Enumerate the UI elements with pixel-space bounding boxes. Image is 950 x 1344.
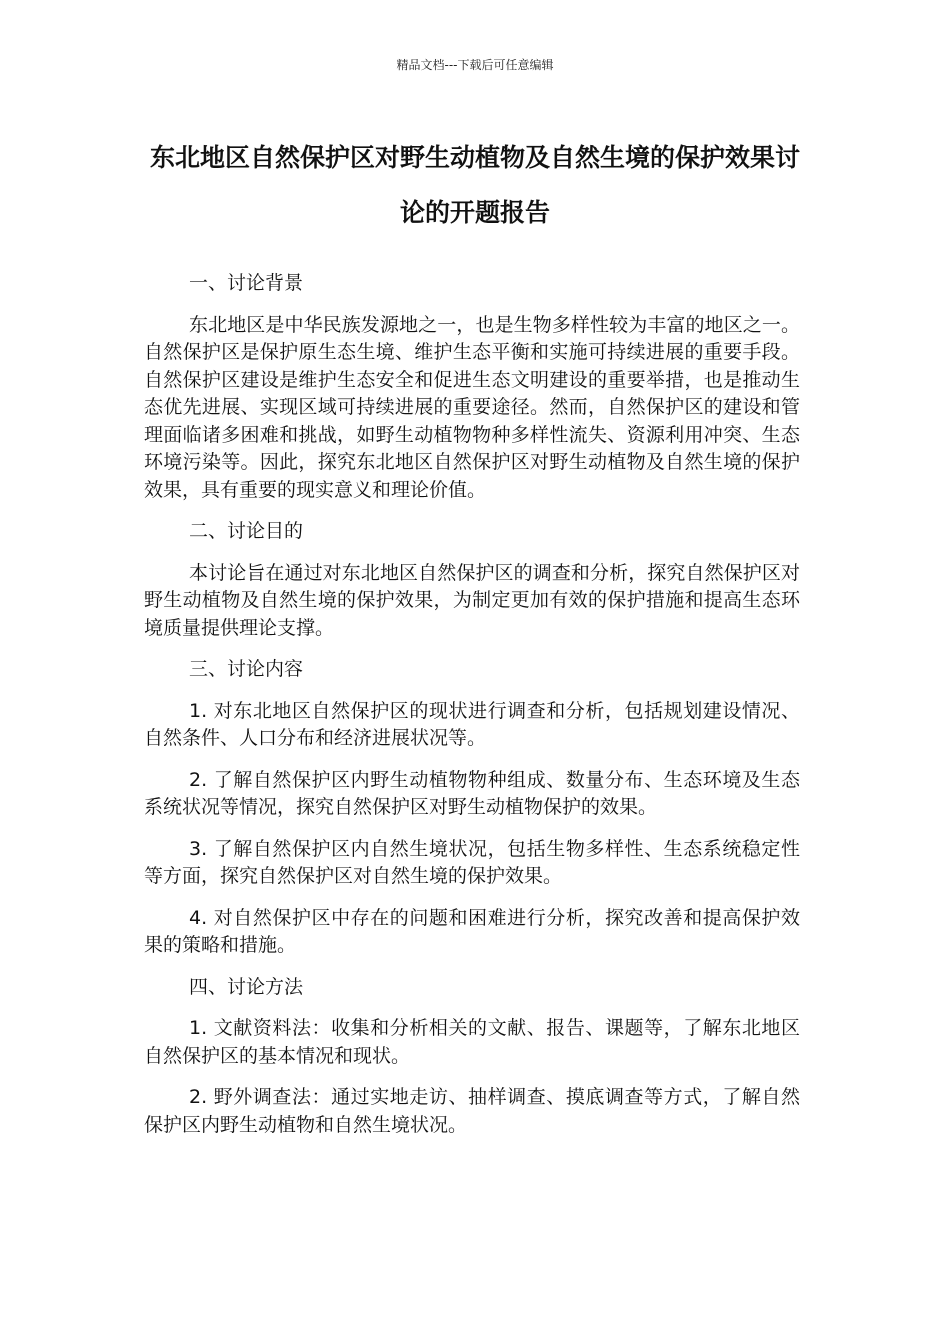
document-title: 东北地区自然保护区对野生动植物及自然生境的保护效果讨论的开题报告 xyxy=(149,143,800,227)
document-body xyxy=(144,270,800,1153)
list-item: 3. 了解自然保护区内自然生境状况，包括生物多样性、生态系统稳定性等方面，探究自然保护区对自然生境的保护效果。 xyxy=(144,837,800,887)
section-heading-background: 一、讨论背景 xyxy=(189,272,304,294)
list-item: 2. 野外调查法：通过实地走访、抽样调查、摸底调查等方式，了解自然保护区内野生动植物和自然生境状况。 xyxy=(144,1086,800,1136)
list-item: 1. 文献资料法：收集和分析相关的文献、报告、课题等，了解东北地区自然保护区的基本情况和现状。 xyxy=(144,1017,800,1067)
list-item: 1. 对东北地区自然保护区的现状进行调查和分析，包括规划建设情况、自然条件、人口分布和经济进展状况等。 xyxy=(144,699,800,749)
paragraph-background: 东北地区是中华民族发源地之一，也是生物多样性较为丰富的地区之一。自然保护区是保护原生态生境、维护生态平衡和实施可持续进展的重要手段。自然保护区建设是维护生态安全和促进生态文明建设的重要举措，也是推动生态优先进展、实现区域可持续进展的重要途径。然而，自然保护区的建设和管理面临诸多困难和挑战，如野生动植物物种多样性流失、资源利用冲突、生态环境污染等。因此，探究东北地区自然保护区对野生动植物及自然生境的保护效果，具有重要的现实意义和理论价值。 xyxy=(144,313,800,501)
paragraph-purpose: 本讨论旨在通过对东北地区自然保护区的调查和分析，探究自然保护区对野生动植物及自然生境的保护效果，为制定更加有效的保护措施和提高生态环境质量提供理论支撑。 xyxy=(144,561,800,639)
section-heading-purpose: 二、讨论目的 xyxy=(189,520,304,542)
header-note: 精品文档---下载后可任意编辑 xyxy=(396,58,554,72)
list-item: 2. 了解自然保护区内野生动植物物种组成、数量分布、生态环境及生态系统状况等情况，探究自然保护区对野生动植物保护的效果。 xyxy=(144,768,800,818)
list-item: 4. 对自然保护区中存在的问题和困难进行分析，探究改善和提高保护效果的策略和措施。 xyxy=(144,906,800,956)
section-heading-methods: 四、讨论方法 xyxy=(189,975,304,998)
section-heading-content: 三、讨论内容 xyxy=(189,658,304,680)
